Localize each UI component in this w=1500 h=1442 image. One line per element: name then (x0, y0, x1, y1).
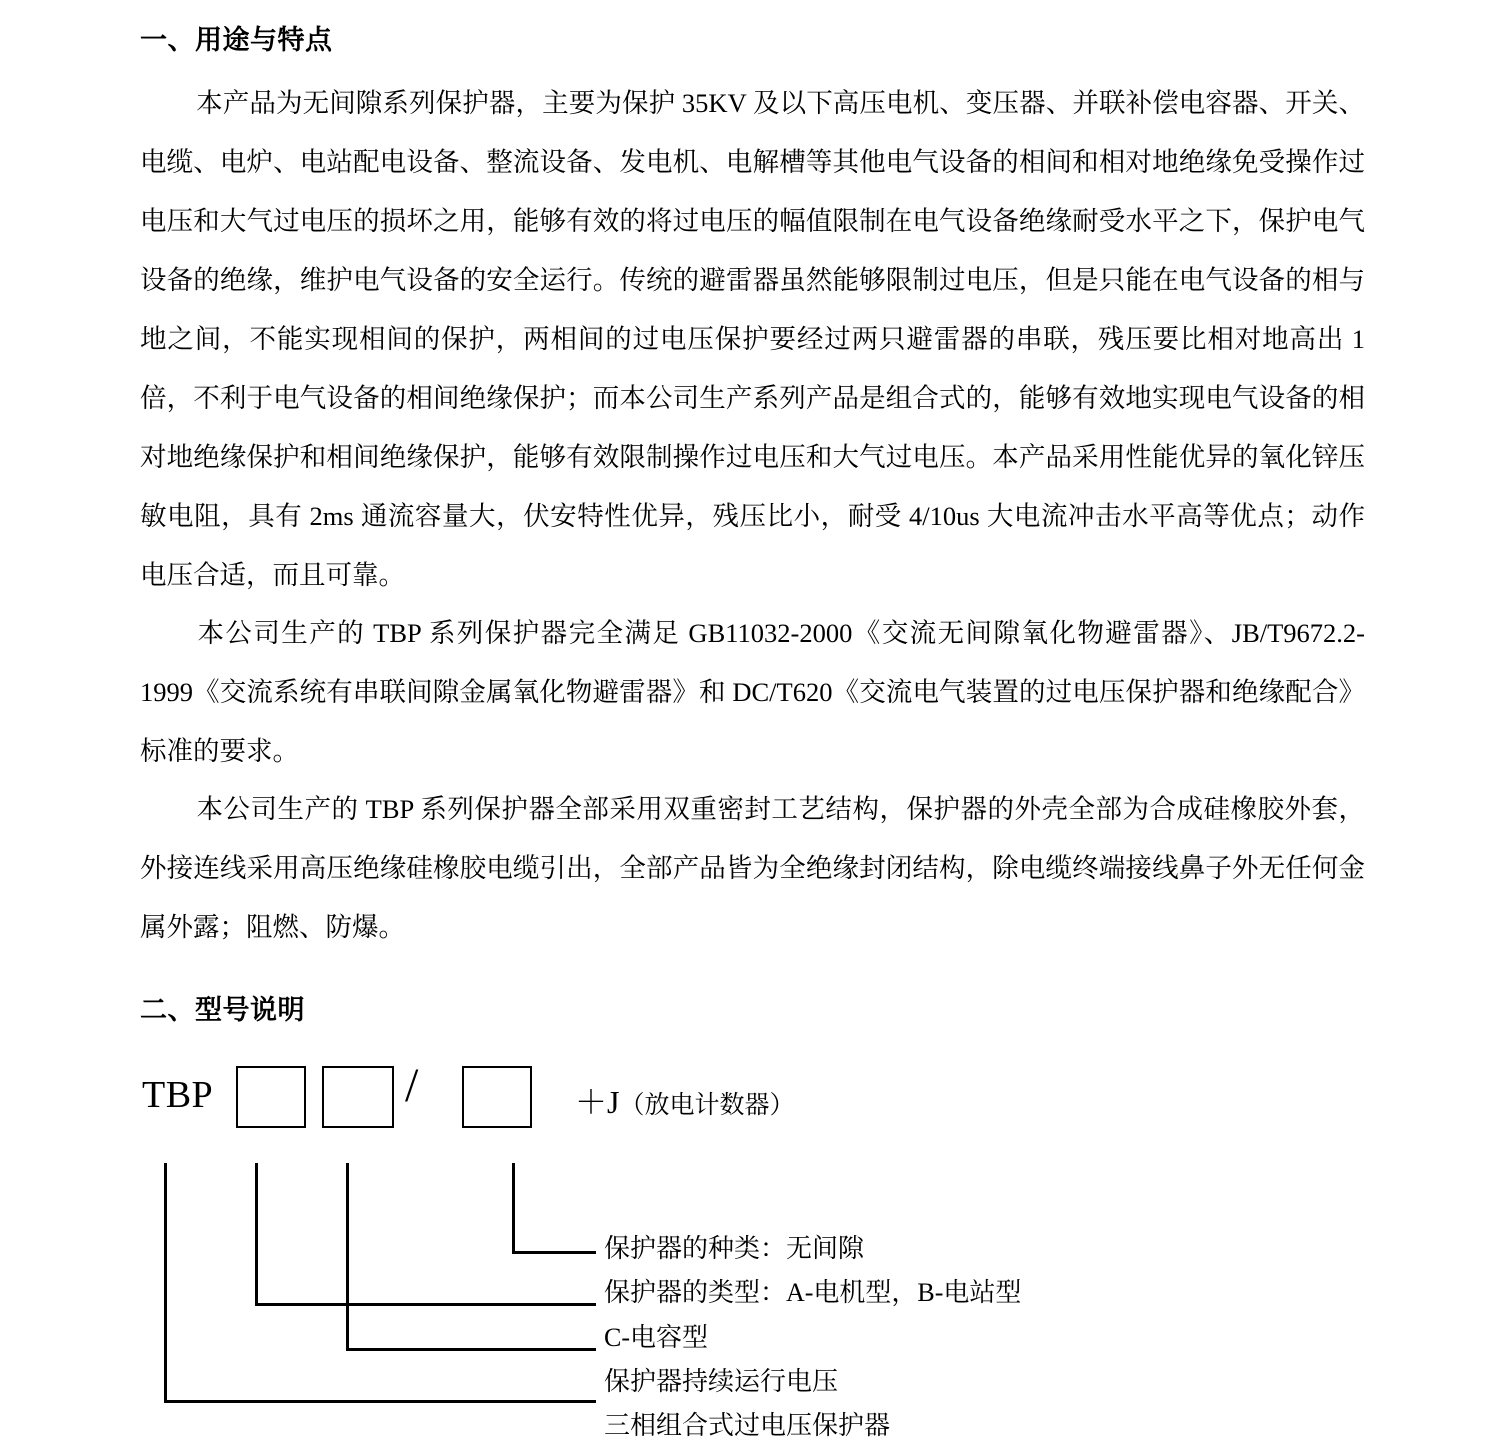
paragraph-text: 本公司生产的 TBP 系列保护器完全满足 GB11032-2000《交流无间隙氧化物避雷器》、JB/T9672.2-1999《交流系统有串联间隙金属氧化物避雷器》和 DC/T620《交流电气装置的过电压保护器和绝缘配合》标准的要求。 (140, 618, 1365, 766)
leader-label-protector-type: 保护器的类型：A-电机型，B-电站型 (604, 1278, 1022, 1307)
model-suffix-counter (575, 1077, 794, 1123)
model-code-box-type (236, 1066, 306, 1128)
leader-hline-type (255, 1303, 596, 1306)
leader-vline-kind (512, 1163, 515, 1253)
model-suffix-note: （放电计数器） (619, 1092, 795, 1119)
section-heading-model-designation: 二、型号说明 (140, 995, 305, 1026)
leader-hline-continuous-voltage (346, 1348, 596, 1351)
leader-vline-three-phase (164, 1163, 167, 1403)
leader-vline-continuous-voltage (346, 1163, 349, 1350)
model-code-box-category (322, 1066, 394, 1128)
leader-label-three-phase-combined-protector: 三相组合式过电压保护器 (604, 1411, 891, 1440)
leader-hline-three-phase (164, 1400, 596, 1403)
leader-label-capacitor-type: C-电容型 (604, 1323, 709, 1352)
leader-label-continuous-operating-voltage: 保护器持续运行电压 (604, 1367, 839, 1396)
model-suffix-label: ＋J (575, 1084, 620, 1120)
leader-hline-kind (512, 1251, 596, 1254)
paragraph-text: 本产品为无间隙系列保护器，主要为保护 35KV 及以下高压电机、变压器、并联补偿电容器、开关、电缆、电炉、电站配电设备、整流设备、发电机、电解槽等其他电气设备的相间和相对地绝缘免受操作过电压和大气过电压的损坏之用，能够有效的将过电压的幅值限制在电气设备绝缘耐受水平之下，保护电气设备的绝缘，维护电气设备的安全运行。传统的避雷器虽然能够限制过电压，但是只能在电气设备的相与地之间，不能实现相间的保护，两相间的过电压保护要经过两只避雷器的串联，残压要比相对地高出 1 倍，不利于电气设备的相间绝缘保护；而本公司生产系列产品是组合式的，能够有效地实现电气设备的相对地绝缘保护和相间绝缘保护，能够有效限制操作过电压和大气过电压。本产品采用性能优异的氧化锌压敏电阻，具有 2ms 通流容量大，伏安特性优异，残压比小，耐受 4/10us 大电流冲击水平高等优点；动作电压合适，而且可靠。 (140, 88, 1365, 590)
model-code-box-voltage (462, 1066, 532, 1128)
leader-vline-type (255, 1163, 258, 1305)
model-separator-slash: / (405, 1059, 419, 1112)
section-heading-usage-and-features: 一、用途与特点 (140, 25, 333, 56)
leader-label-protector-kind: 保护器的种类：无间隙 (604, 1234, 865, 1263)
model-prefix-label: TBP (142, 1074, 214, 1116)
paragraph-text: 本公司生产的 TBP 系列保护器全部采用双重密封工艺结构，保护器的外壳全部为合成硅橡胶外套，外接连线采用高压绝缘硅橡胶电缆引出，全部产品皆为全绝缘封闭结构，除电缆终端接线鼻子外无任何金属外露；阻燃、防爆。 (140, 794, 1365, 942)
